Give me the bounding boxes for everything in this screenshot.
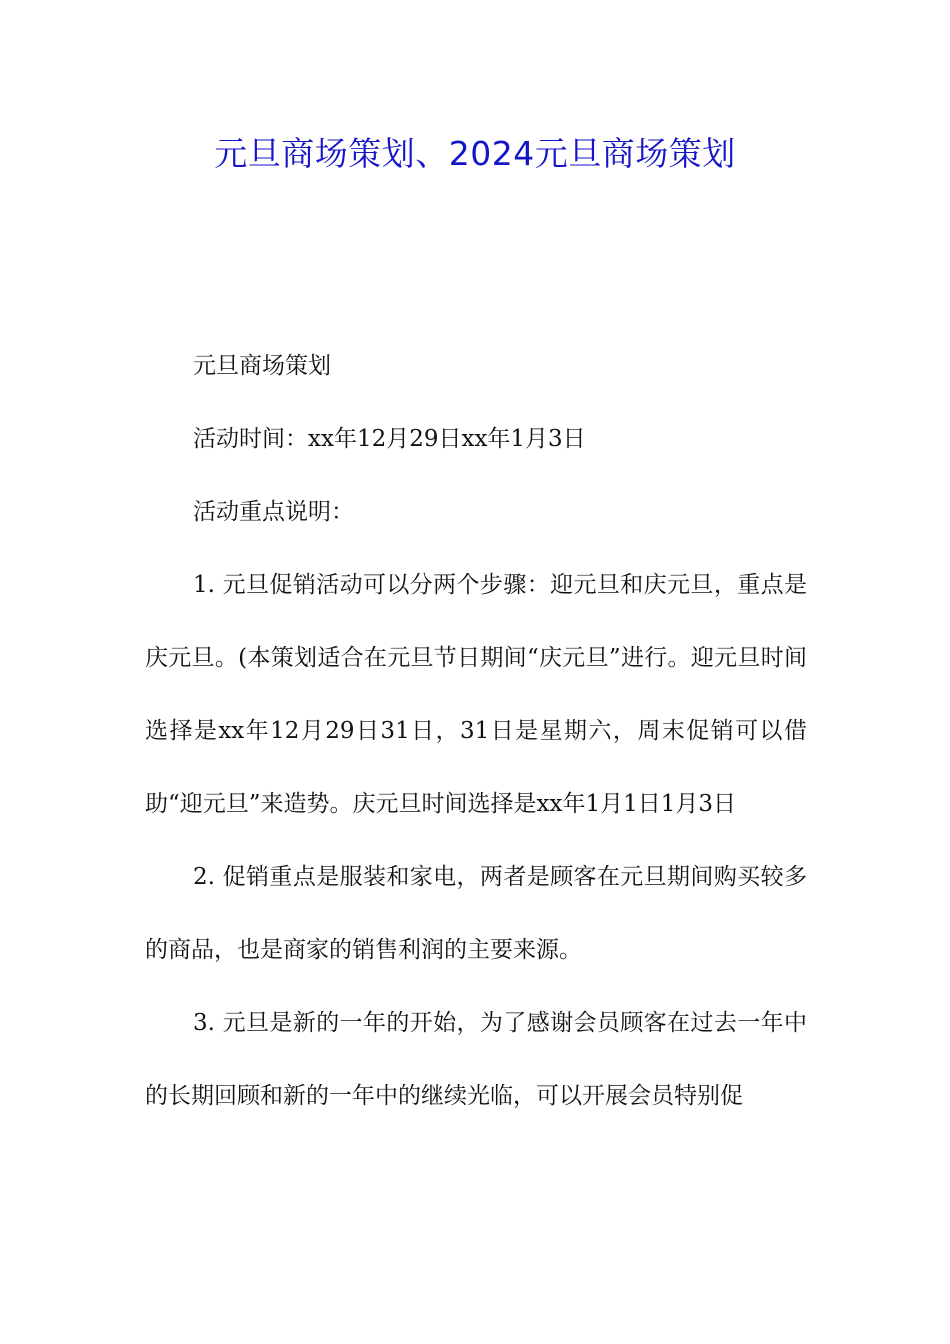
activity-time-line: 活动时间：xx年12月29日xx年1月3日: [193, 426, 586, 452]
document-body: [145, 330, 807, 1133]
activity-notes-heading: 活动重点说明：: [193, 499, 354, 525]
note-item-2: 2. 促销重点是服装和家电，两者是顾客在元旦期间购买较多的商品，也是商家的销售利润的主要来源。: [145, 864, 807, 963]
note-item-3: 3. 元旦是新的一年的开始，为了感谢会员顾客在过去一年中的长期回顾和新的一年中的继续光临，可以开展会员特别促: [145, 1010, 807, 1109]
document-title: 元旦商场策划、2024元旦商场策划: [214, 134, 736, 173]
note-item-1: 1. 元旦促销活动可以分两个步骤：迎元旦和庆元旦，重点是庆元旦。(本策划适合在元旦节日期间“庆元旦”进行。迎元旦时间选择是xx年12月29日31日，31日是星期六，周末促销可以借助“迎元旦”来造势。庆元旦时间选择是xx年1月1日1月3日: [145, 572, 807, 817]
section-heading: 元旦商场策划: [193, 353, 331, 379]
